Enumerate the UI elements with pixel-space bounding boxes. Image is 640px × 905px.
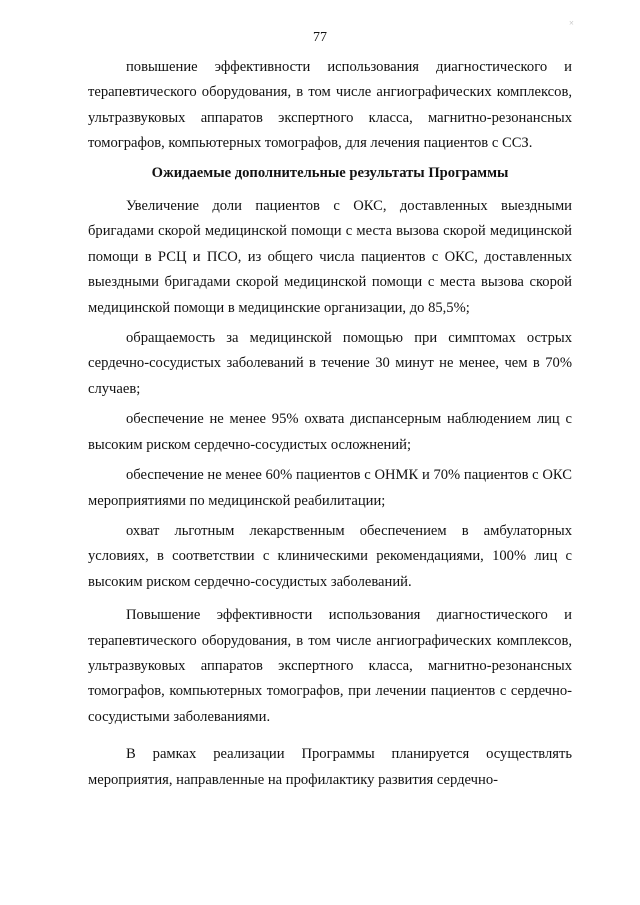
result-paragraph-4: обеспечение не менее 60% пациентов с ОНМК и 70% пациентов с ОКС мероприятиями по медицинской реабилитации; [88,467,572,509]
intro-paragraph: повышение эффективности использования диагностического и терапевтического оборудования, в том числе ангиографических комплексов, ультразвуковых аппаратов экспертного класса, магнитно-резонансных томографов, компьютерных томографов, для лечения пациентов с ССЗ. [88,59,572,152]
result-paragraph-1: Увеличение доли пациентов с ОКС, доставленных выездными бригадами скорой медицинской помощи с места вызова скорой медицинской помощи в РСЦ и ПСО, из общего числа пациентов с ОКС, доставленных выездными бригадами скорой медицинской помощи с места вызова скорой медицинской помощи в медицинские организации, до 85,5%; [88,198,572,316]
result-paragraph-6: Повышение эффективности использования диагностического и терапевтического оборудования, в том числе ангиографических комплексов, ультразвуковых аппаратов экспертного класса, магнитно-резонансных томографов, компьютерных томографов, при лечении пациентов с сердечно-сосудистыми заболеваниями. [88,607,572,725]
document-body [88,55,572,793]
section-heading: Ожидаемые дополнительные результаты Программы [151,164,509,181]
result-paragraph-5: охват льготным лекарственным обеспечением в амбулаторных условиях, в соответствии с клиническими рекомендациями, 100% лиц с высоким риском сердечно-сосудистых заболеваний. [88,522,572,590]
corner-mark: × [568,18,574,28]
result-paragraph-3: обеспечение не менее 95% охвата диспансерным наблюдением лиц с высоким риском сердечно-сосудистых осложнений; [88,411,572,453]
page-number: 77 [313,30,327,45]
result-paragraph-2: обращаемость за медицинской помощью при симптомах острых сердечно-сосудистых заболеваний в течение 30 минут не менее, чем в 70% случаев; [88,330,572,397]
result-paragraph-7: В рамках реализации Программы планируется осуществлять мероприятия, направленные на профилактику развития сердечно- [88,746,572,788]
